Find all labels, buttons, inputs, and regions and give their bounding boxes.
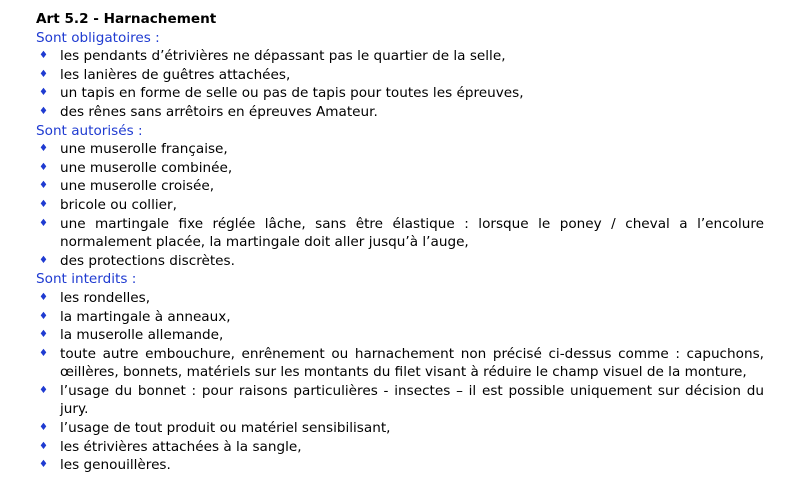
diamond-bullet-icon: ♦ — [39, 50, 48, 62]
list-item-text: un tapis en forme de selle ou pas de tapis pour toutes les épreuves, — [60, 85, 524, 102]
list-item-text: l’usage du bonnet : pour raisons particulières - insectes – il est possible uniquement sur décision du jury. — [60, 382, 764, 418]
sections-container — [36, 29, 764, 475]
list-item — [36, 66, 764, 85]
list-item-text: les étrivières attachées à la sangle, — [60, 438, 302, 455]
section-heading: Sont interdits : — [36, 271, 137, 288]
diamond-bullet-icon: ♦ — [39, 105, 48, 117]
diamond-bullet-icon: ♦ — [39, 254, 48, 266]
list-item-text: les lanières de guêtres attachées, — [60, 66, 291, 83]
list-item — [36, 84, 764, 103]
diamond-bullet-icon: ♦ — [39, 217, 48, 229]
list-item-text: les pendants d’étrivières ne dépassant pas le quartier de la selle, — [60, 48, 506, 65]
diamond-bullet-icon: ♦ — [39, 291, 48, 303]
diamond-bullet-icon: ♦ — [39, 329, 48, 341]
diamond-bullet-icon: ♦ — [39, 87, 48, 99]
section-list — [36, 289, 764, 475]
list-item — [36, 47, 764, 66]
list-item-text: les rondelles, — [60, 289, 151, 306]
section-list — [36, 47, 764, 121]
list-item-text: une muserolle française, — [60, 141, 228, 158]
diamond-bullet-icon: ♦ — [39, 68, 48, 80]
list-item — [36, 456, 764, 475]
diamond-bullet-icon: ♦ — [39, 143, 48, 155]
diamond-bullet-icon: ♦ — [39, 180, 48, 192]
list-item-text: la muserolle allemande, — [60, 327, 224, 344]
list-item-text: toute autre embouchure, enrênement ou harnachement non précisé ci-dessus comme : capuchons, œillères, bonnets, matériels sur les montants du filet visant à réduire le champ visuel de la monture, — [60, 345, 764, 381]
diamond-bullet-icon: ♦ — [39, 161, 48, 173]
list-item-text: des protections discrètes. — [60, 252, 235, 269]
list-item — [36, 215, 764, 252]
diamond-bullet-icon: ♦ — [39, 459, 48, 471]
list-item-text: bricole ou collier, — [60, 196, 177, 213]
list-item — [36, 308, 764, 327]
list-item-text: l’usage de tout produit ou matériel sensibilisant, — [60, 420, 391, 437]
article-title: Art 5.2 - Harnachement — [36, 11, 217, 27]
list-item — [36, 345, 764, 382]
list-item — [36, 159, 764, 178]
list-item — [36, 289, 764, 308]
section-heading: Sont obligatoires : — [36, 29, 160, 46]
diamond-bullet-icon: ♦ — [39, 347, 48, 359]
list-item — [36, 252, 764, 271]
list-item-text: une martingale fixe réglée lâche, sans être élastique : lorsque le poney / cheval a l’encolure normalement placée, la martingale doit aller jusqu’à l’auge, — [60, 215, 764, 251]
list-item — [36, 438, 764, 457]
list-item-text: une muserolle croisée, — [60, 178, 215, 195]
list-item — [36, 177, 764, 196]
list-item — [36, 419, 764, 438]
list-item — [36, 382, 764, 419]
section-heading: Sont autorisés : — [36, 122, 143, 139]
diamond-bullet-icon: ♦ — [39, 440, 48, 452]
list-item — [36, 196, 764, 215]
diamond-bullet-icon: ♦ — [39, 310, 48, 322]
diamond-bullet-icon: ♦ — [39, 384, 48, 396]
list-item-text: une muserolle combinée, — [60, 159, 233, 176]
list-item-text: des rênes sans arrêtoirs en épreuves Amateur. — [60, 103, 378, 120]
list-item-text: les genouillères. — [60, 457, 171, 474]
diamond-bullet-icon: ♦ — [39, 422, 48, 434]
section-list — [36, 140, 764, 270]
list-item — [36, 103, 764, 122]
list-item — [36, 140, 764, 159]
diamond-bullet-icon: ♦ — [39, 198, 48, 210]
list-item-text: la martingale à anneaux, — [60, 308, 231, 325]
list-item — [36, 326, 764, 345]
document — [36, 10, 764, 475]
